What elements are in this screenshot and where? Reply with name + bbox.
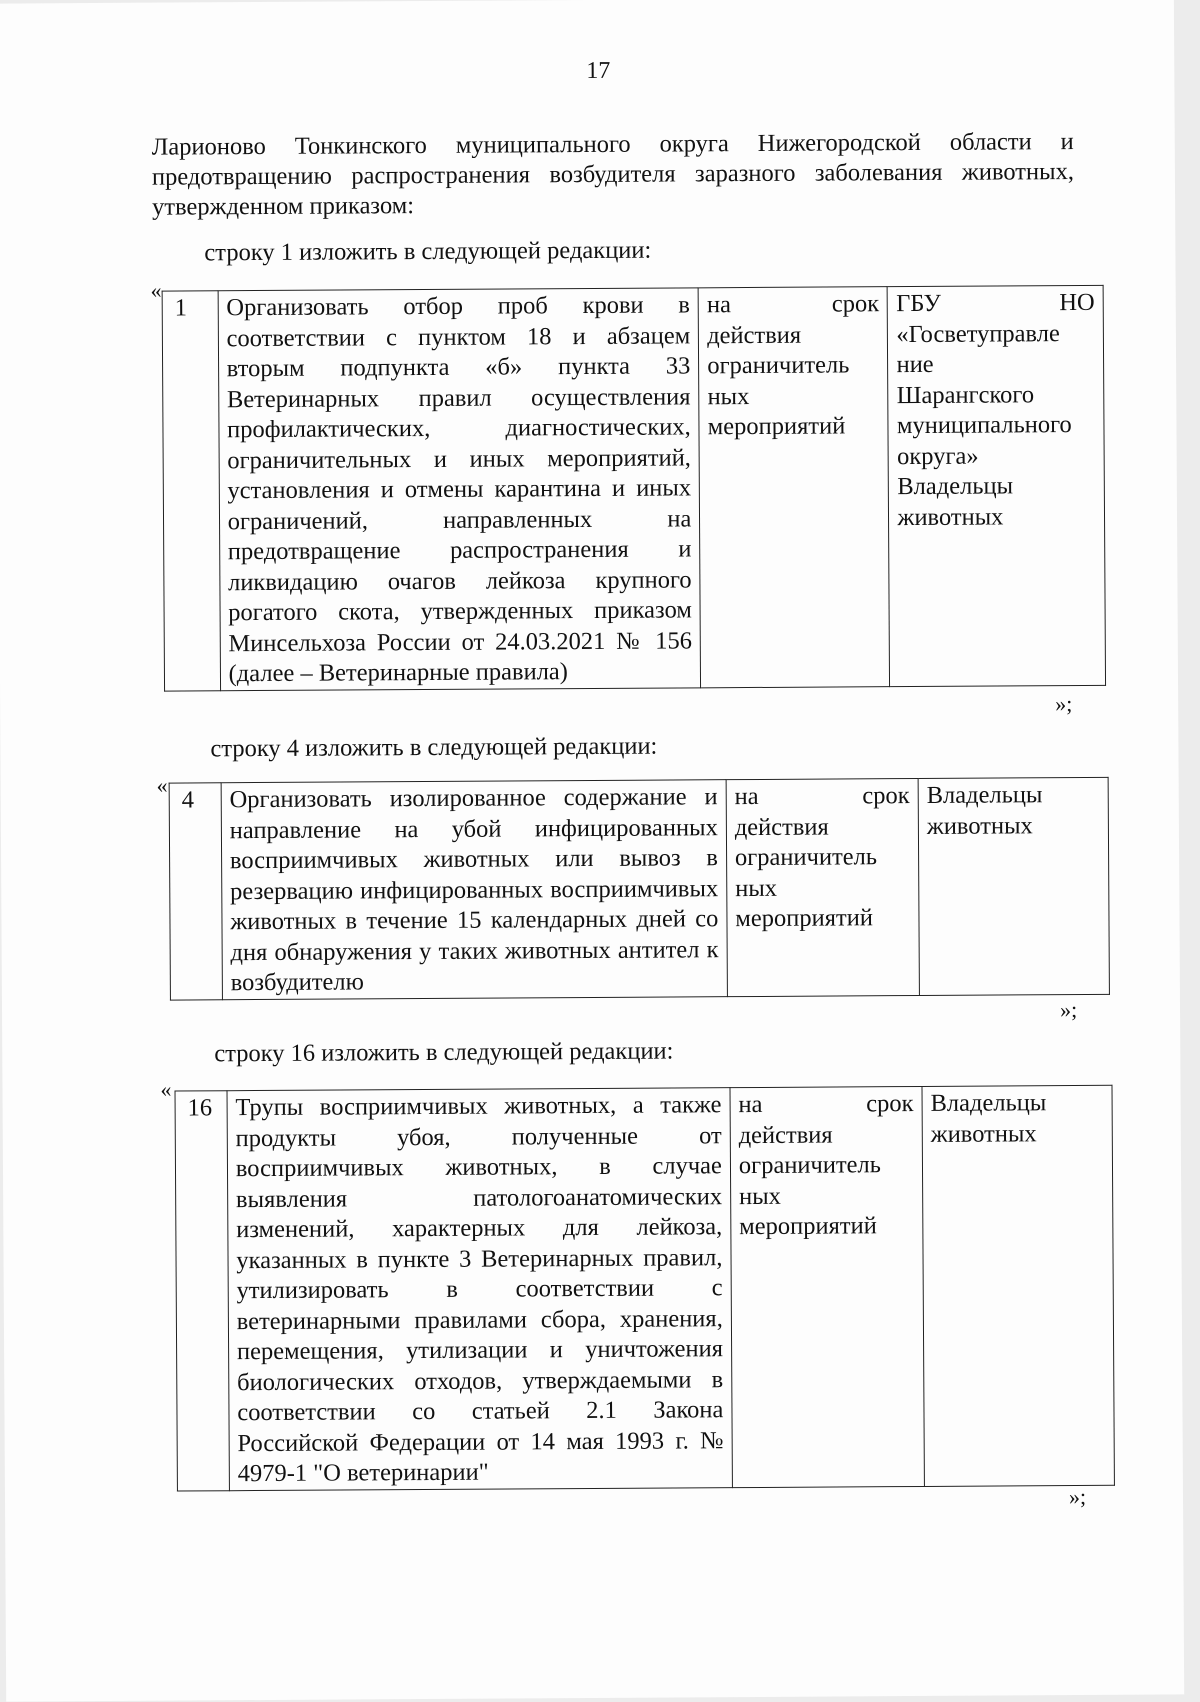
term-text: срок — [866, 1090, 914, 1118]
responsible-text: НО — [1059, 288, 1095, 317]
amendment-table — [162, 285, 1106, 691]
open-quote: « — [156, 772, 168, 798]
intro-line: предотвращению распространения возбудителя заразного заболевания животных, — [151, 158, 1074, 191]
intro-line: Ларионово Тонкинского муниципального округа Нижегородской области и — [151, 128, 1074, 161]
term-text: на — [706, 291, 732, 319]
amendment-instruction: строку 1 изложить в следующей редакции: — [204, 236, 652, 267]
responsible-cell — [888, 285, 1106, 686]
amendment-instruction: строку 4 изложить в следующей редакции: — [210, 732, 658, 763]
term-cell — [698, 287, 890, 688]
amendment-table — [175, 1085, 1115, 1491]
measure-cell: Трупы восприимчивых животных, а также продукты убоя, полученные от восприимчивых животных, в случае выявления патологоанатомических изменений, характерных для лейкоза, указанных в пункте 3 Ветеринарных правил, утилизировать в соответствии с ветеринарными правилами сбора, хранения, перемещения, утилизации и уничтожения биологических отходов, утверждаемыми в соответствии со статьей 2.1 Закона Российской Федерации от 14 мая 1993 г. № 4979-1 "О ветеринарии" — [227, 1088, 732, 1491]
measure-cell: Организовать отбор проб крови в соответствии с пунктом 18 и абзацем вторым подпункта «б» пункта 33 Ветеринарных правил осуществления профилактических, диагностических, ограничительных и иных мероприятий, установления и отмены карантина и иных ограничений, направленных на предотвращение распространения и ликвидацию очагов лейкоза крупного рогатого скота, утвержденных приказом Минсельхоза России от 24.03.2021 № 156 (далее – Ветеринарные правила) — [218, 288, 701, 690]
measure-cell: Организовать изолированное содержание и направление на убой инфицированных восприимчивых животных или вывоз в резервацию инфицированных восприимчивых животных в течение 15 календарных дней со дня обнаружения у таких животных антител к возбудителю — [221, 780, 727, 1000]
amendment-table — [169, 777, 1110, 1000]
open-quote: « — [160, 1076, 172, 1102]
close-quote: »; — [1055, 691, 1073, 717]
term-text: срок — [831, 290, 880, 318]
term-text: на — [738, 1090, 763, 1119]
row-number: 16 — [175, 1091, 229, 1491]
intro-paragraph — [152, 127, 1075, 223]
row-number: 1 — [162, 291, 220, 691]
term-cell — [730, 1086, 924, 1487]
page-number: 17 — [586, 57, 611, 85]
table-row — [175, 1085, 1114, 1490]
close-quote: »; — [1059, 997, 1078, 1023]
term-text: действия ограничитель ных мероприятий — [707, 321, 850, 441]
term-text: действия ограничитель ных мероприятий — [734, 813, 878, 933]
close-quote: »; — [1068, 1483, 1087, 1510]
responsible-text: «Госветуправле ние Шарангского муниципального округа» Владельцы животных — [896, 319, 1072, 531]
term-text: на — [734, 782, 759, 811]
amendment-instruction: строку 16 изложить в следующей редакции: — [214, 1037, 674, 1068]
term-cell — [726, 778, 919, 996]
intro-line: утвержденном приказом: — [152, 192, 415, 221]
row-number: 4 — [169, 783, 222, 1000]
open-quote: « — [150, 277, 162, 303]
term-text: срок — [862, 782, 910, 810]
responsible-cell: Владельцы животных — [922, 1085, 1114, 1486]
table-row — [169, 777, 1109, 999]
responsible-text: ГБУ — [896, 289, 941, 318]
responsible-cell: Владельцы животных — [918, 777, 1109, 995]
table-row — [162, 285, 1105, 690]
term-text: действия ограничитель ных мероприятий — [738, 1121, 881, 1241]
